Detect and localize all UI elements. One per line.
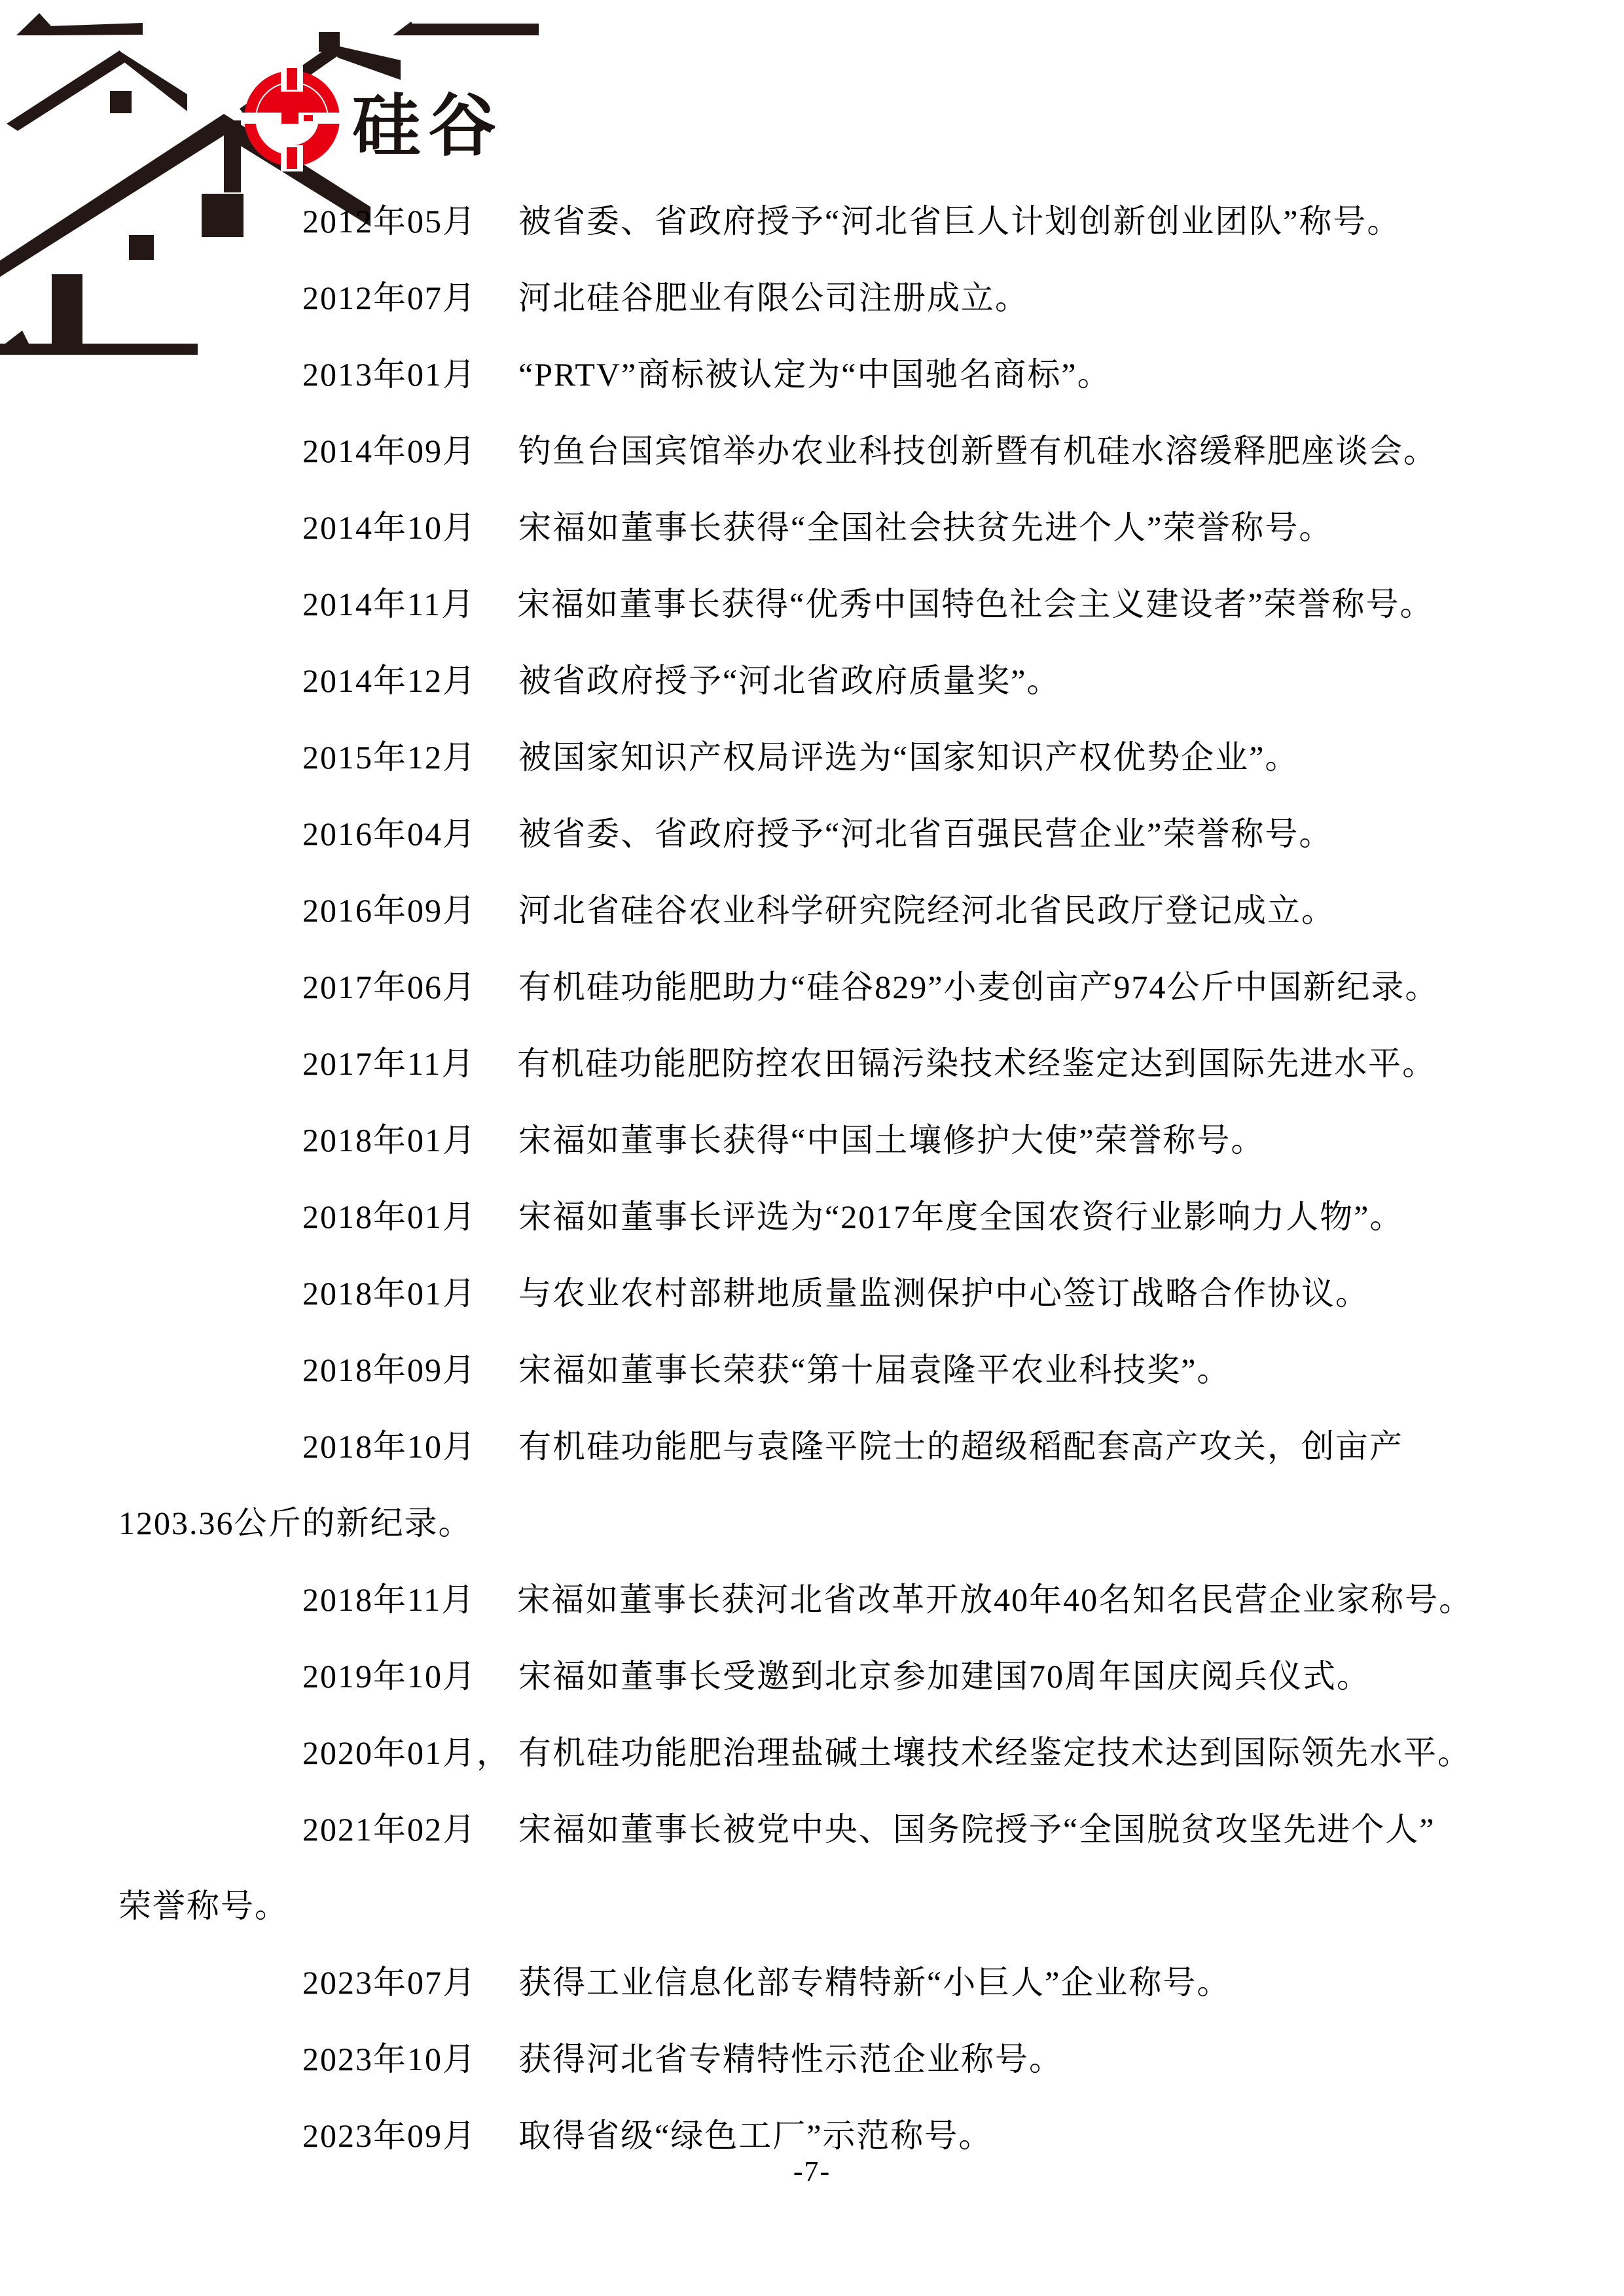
entry-sep [477, 969, 518, 1005]
entry-sep [477, 1122, 518, 1158]
entry-text: 宋福如董事长荣获“第十届袁隆平农业科技奖”。 [518, 1352, 1231, 1388]
entry-text: 宋福如董事长获得“优秀中国特色社会主义建设者”荣誉称号。 [517, 586, 1434, 622]
entry-text: 被国家知识产权局评选为“国家知识产权优势企业”。 [518, 739, 1299, 776]
timeline-entry [111, 949, 1473, 1026]
brand-text: 硅谷 [352, 88, 505, 164]
entry-date: 2014年09月 [302, 433, 477, 469]
entry-date: 2015年12月 [302, 739, 477, 776]
entry-date: 2014年10月 [302, 509, 477, 546]
entry-sep [111, 1888, 118, 1924]
entry-sep [477, 1428, 518, 1465]
entry-sep [477, 356, 518, 393]
entry-sep [477, 279, 518, 316]
entry-sep [477, 662, 518, 699]
entry-sep [477, 2117, 518, 2154]
entry-date: 2016年04月 [302, 816, 477, 852]
timeline-entry [111, 872, 1473, 949]
timeline-entry [111, 1715, 1473, 1791]
timeline [111, 183, 1473, 2174]
timeline-entry [111, 1102, 1473, 1179]
entry-date: 2018年11月 [302, 1581, 476, 1618]
entry-text: 宋福如董事长评选为“2017年度全国农资行业影响力人物”。 [518, 1198, 1404, 1235]
timeline-entry [111, 719, 1473, 796]
entry-text: 宋福如董事长获河北省改革开放40年40名知名民营企业家称号。 [517, 1581, 1473, 1618]
timeline-entry [111, 183, 1473, 260]
entry-date: 2012年07月 [302, 279, 477, 316]
timeline-entry [111, 1026, 1473, 1102]
entry-date: 2017年06月 [302, 969, 477, 1005]
entry-sep [477, 1964, 518, 2001]
entry-text: 宋福如董事长受邀到北京参加建国70周年国庆阅兵仪式。 [518, 1658, 1371, 1695]
entry-text: 荣誉称号。 [118, 1888, 289, 1924]
entry-sep [111, 1505, 118, 1541]
entry-date: 2018年01月 [302, 1275, 477, 1312]
timeline-entry [111, 1408, 1473, 1485]
entry-date: 2014年11月 [302, 586, 476, 622]
entry-text: 钓鱼台国宾馆举办农业科技创新暨有机硅水溶缓释肥座谈会。 [518, 433, 1437, 469]
timeline-entry [111, 260, 1473, 336]
entry-text: 宋福如董事长获得“中国土壤修护大使”荣誉称号。 [518, 1122, 1265, 1158]
entry-sep [475, 586, 517, 622]
entry-date: 2018年01月 [302, 1122, 477, 1158]
entry-sep [477, 739, 518, 776]
entry-sep [477, 816, 518, 852]
timeline-entry [111, 1332, 1473, 1408]
entry-text: “PRTV”商标被认定为“中国驰名商标”。 [518, 356, 1111, 393]
timeline-entry [111, 1562, 1473, 1638]
entry-sep [477, 1658, 518, 1695]
entry-date: 2023年09月 [302, 2117, 477, 2154]
timeline-entry [111, 1868, 1473, 1945]
entry-sep [477, 1811, 518, 1848]
entry-sep [477, 2041, 518, 2077]
entry-sep [477, 1352, 518, 1388]
timeline-entry [111, 2021, 1473, 2098]
entry-date: 2018年10月 [302, 1428, 477, 1465]
entry-sep [477, 892, 518, 929]
entry-text: 1203.36公斤的新纪录。 [118, 1505, 473, 1541]
timeline-entry [111, 566, 1473, 643]
entry-text: 有机硅功能肥治理盐碱土壤技术经鉴定技术达到国际领先水平。 [518, 1734, 1471, 1771]
entry-date: 2013年01月 [302, 356, 477, 393]
entry-date: 2012年05月 [302, 203, 477, 240]
entry-date: 2021年02月 [302, 1811, 477, 1848]
timeline-entry [111, 1945, 1473, 2021]
entry-sep: ， [477, 1734, 511, 1771]
entry-text: 河北省硅谷农业科学研究院经河北省民政厅登记成立。 [518, 892, 1335, 929]
entry-date: 2018年01月 [302, 1198, 477, 1235]
entry-date: 2023年07月 [302, 1964, 477, 2001]
timeline-entry [111, 643, 1473, 719]
entry-date: 2017年11月 [302, 1045, 476, 1082]
timeline-entry [111, 1179, 1473, 1255]
entry-date: 2016年09月 [302, 892, 477, 929]
entry-text: 获得河北省专精特性示范企业称号。 [518, 2041, 1063, 2077]
entry-sep [477, 1275, 518, 1312]
entry-date: 2014年12月 [302, 662, 477, 699]
entry-date: 2018年09月 [302, 1352, 477, 1388]
entry-text: 有机硅功能肥与袁隆平院士的超级稻配套高产攻关，创亩产 [518, 1428, 1403, 1465]
entry-sep [477, 509, 518, 546]
entry-sep [477, 433, 518, 469]
entry-text: 获得工业信息化部专精特新“小巨人”企业称号。 [518, 1964, 1231, 2001]
entry-date: 2020年01月 [302, 1734, 477, 1771]
entry-sep [477, 203, 518, 240]
entry-sep [477, 1198, 518, 1235]
timeline-entry [111, 796, 1473, 872]
entry-sep [475, 1045, 517, 1082]
entry-text: 与农业农村部耕地质量监测保护中心签订战略合作协议。 [518, 1275, 1369, 1312]
entry-sep [475, 1581, 517, 1618]
timeline-entry [111, 490, 1473, 566]
entry-text: 取得省级“绿色工厂”示范称号。 [518, 2117, 993, 2154]
entry-date: 2019年10月 [302, 1658, 477, 1695]
entry-text: 宋福如董事长获得“全国社会扶贫先进个人”荣誉称号。 [518, 509, 1333, 546]
entry-text: 被省政府授予“河北省政府质量奖”。 [518, 662, 1061, 699]
entry-text: 被省委、省政府授予“河北省百强民营企业”荣誉称号。 [518, 816, 1333, 852]
timeline-entry [111, 1255, 1473, 1332]
timeline-entry [111, 1485, 1473, 1562]
entry-text: 有机硅功能肥助力“硅谷829”小麦创亩产974公斤中国新纪录。 [518, 969, 1439, 1005]
entry-text: 河北硅谷肥业有限公司注册成立。 [518, 279, 1029, 316]
timeline-entry [111, 413, 1473, 490]
entry-date: 2023年10月 [302, 2041, 477, 2077]
page-number: -7- [793, 2155, 831, 2187]
timeline-entry [111, 1638, 1473, 1715]
timeline-entry [111, 336, 1473, 413]
entry-text: 有机硅功能肥防控农田镉污染技术经鉴定达到国际先进水平。 [517, 1045, 1437, 1082]
entry-text: 被省委、省政府授予“河北省巨人计划创新创业团队”称号。 [518, 203, 1401, 240]
timeline-entry [111, 1791, 1473, 1868]
entry-text: 宋福如董事长被党中央、国务院授予“全国脱贫攻坚先进个人” [518, 1811, 1435, 1848]
